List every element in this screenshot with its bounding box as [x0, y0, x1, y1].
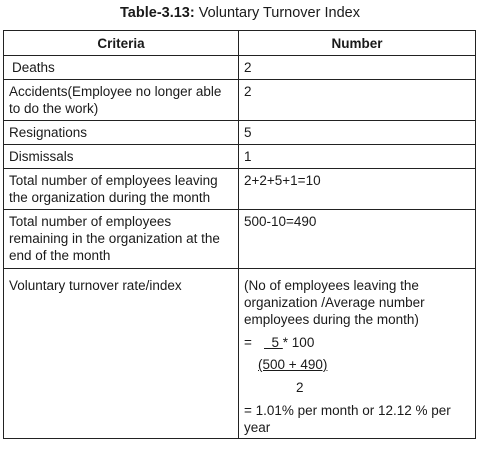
formula-result: = 1.01% per month or 12.12 % per year — [244, 403, 451, 435]
criteria-cell: Voluntary turnover rate/index — [4, 269, 239, 439]
formula-numerator-line — [244, 334, 470, 351]
table-caption — [0, 4, 480, 22]
formula-cell — [239, 269, 476, 439]
table-row — [4, 145, 476, 169]
equals-sign: = — [244, 335, 252, 350]
table-row — [4, 269, 476, 439]
number-cell: 2+2+5+1=10 — [239, 169, 476, 210]
table-title: Voluntary Turnover Index — [194, 5, 360, 21]
header-number: Number — [239, 31, 476, 56]
number-cell: 1 — [239, 145, 476, 169]
number-cell: 500-10=490 — [239, 210, 476, 269]
divisor: 2 — [296, 380, 304, 395]
number-cell: 2 — [239, 56, 476, 80]
criteria-cell: Deaths — [4, 56, 239, 80]
formula-text: (No of employees leaving the organization /Average number employees during the month) — [244, 278, 425, 327]
criteria-cell: Dismissals — [4, 145, 239, 169]
number-cell: 2 — [239, 80, 476, 121]
turnover-table — [3, 30, 476, 439]
table-row — [4, 121, 476, 145]
table-header-row — [4, 31, 476, 56]
header-criteria: Criteria — [4, 31, 239, 56]
multiplier: * 100 — [282, 335, 315, 350]
table-row — [4, 80, 476, 121]
table-row — [4, 210, 476, 269]
table-row — [4, 169, 476, 210]
table-number: Table-3.13: — [120, 5, 195, 21]
criteria-cell: Total number of employees leaving the organization during the month — [4, 169, 239, 210]
number-cell: 5 — [239, 121, 476, 145]
denominator: (500 + 490) — [258, 357, 328, 372]
criteria-cell: Accidents(Employee no longer able to do the work) — [4, 80, 239, 121]
table-row — [4, 56, 476, 80]
criteria-cell: Resignations — [4, 121, 239, 145]
criteria-cell: Total number of employees remaining in the organization at the end of the month — [4, 210, 239, 269]
numerator: 5 — [271, 335, 280, 350]
